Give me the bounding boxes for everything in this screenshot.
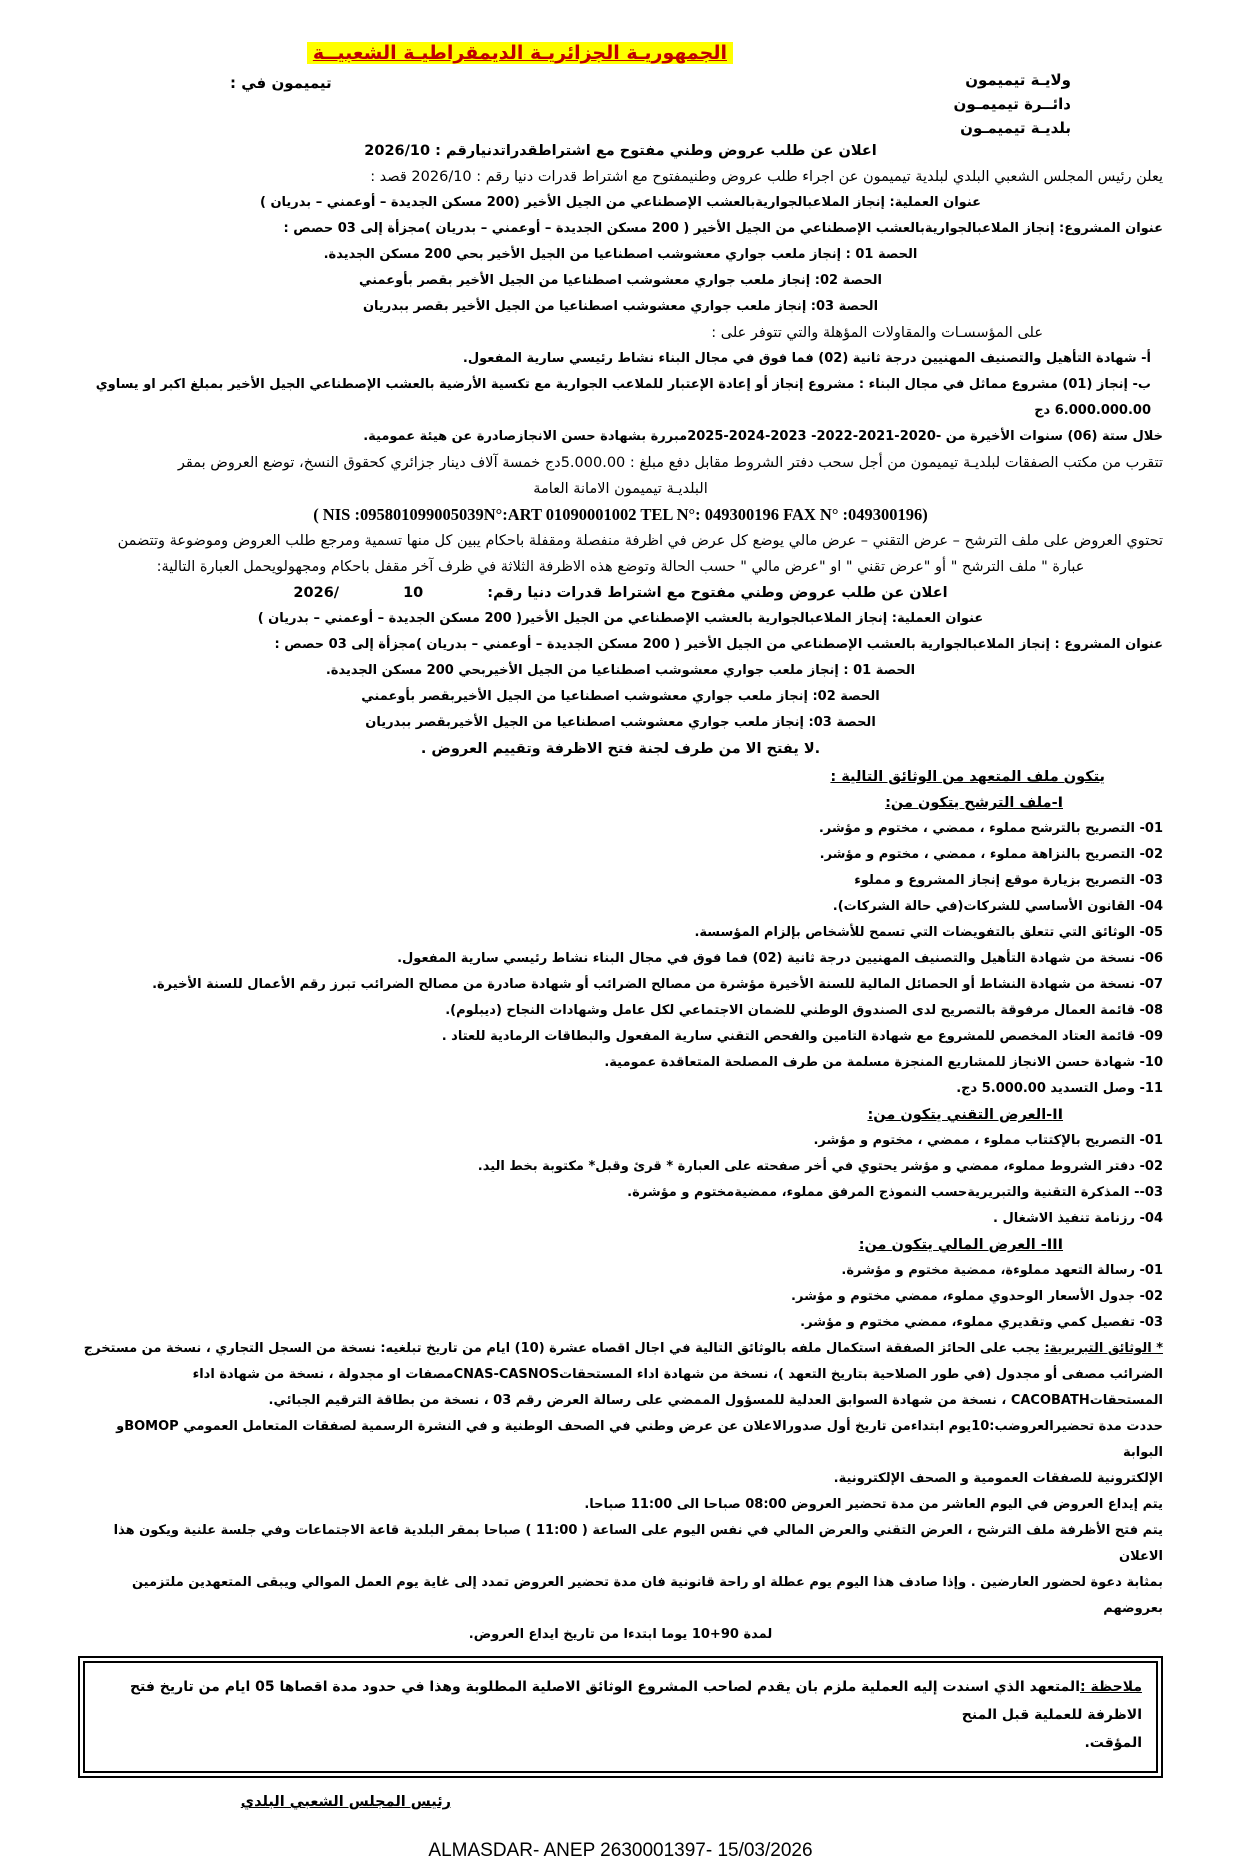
envelope-notice-title: [78, 580, 1163, 606]
list-item: 09- قائمة العتاد المخصص للمشروع مع شهادة التامين والفحص التقني سارية المفعول والبطاقات الرمادية للعتاد .: [441, 1029, 1163, 1044]
authority-block: [954, 68, 1071, 140]
document-header: [78, 36, 1163, 138]
note-line2: المؤقت.: [1084, 1735, 1142, 1751]
justificatif-line3: المستحقاتCACOBATH ، نسخة من شهادة السوابق العدلية للمسؤول الممضي على رسالة العرض رقم 03 ، نسخة من بطاقة الترقيم الجبائي.: [268, 1393, 1163, 1408]
section-3-title: III- العرض المالي يتكون من:: [858, 1237, 1063, 1253]
justificatif-text1: يجب على الحائز الصفقة استكمال ملفه بالوثائق التالية في اجال اقصاه عشرة (10) ايام من تاريخ تبلغيه: نسخة من السجل التجاري ، نسخة من مستخرج: [83, 1341, 1045, 1356]
operation-title: عنوان العملية: إنجاز الملاعبالجواريةبالعشب الإصطناعي من الجيل الأخير (200 مسكن الجديدة – أوعمني – بدريان ): [259, 195, 982, 210]
list-item: 04- رزنامة تنفيذ الاشغال .: [993, 1211, 1163, 1226]
lot-3: الحصة 03: إنجاز ملعب جواري معشوشب اصطناعيا من الجيل الأخير بقصر ببدريان: [362, 299, 879, 314]
place-date-line: تيميمون في :: [230, 74, 332, 92]
note-text: المتعهد الذي اسندت إليه العملية ملزم بان يقدم لصاحب المشروع الوثائق الاصلية المطلوبة وهذا في حدود مدة اقصاها 05 ايام من تاريخ فتح الاظرفة للعملية قبل المنح: [129, 1679, 1142, 1723]
lot-2-repeat: الحصة 02: إنجاز ملعب جواري معشوشب اصطناعيا من الجيل الأخيربقصر بأوعمني: [361, 689, 880, 704]
lot-3-repeat: الحصة 03: إنجاز ملعب جواري معشوشب اصطناعيا من الجيل الأخيربقصر ببدريان: [365, 715, 876, 730]
list-item: 03- تفصيل كمي وتقديري مملوء، ممضي مختوم و مؤشر.: [800, 1315, 1163, 1330]
envelope-line1: تحتوي العروض على ملف الترشح – عرض التقني – عرض مالي يوضع كل عرض في اظرفة منفصلة ومقفلة باحكام يبين كل منها تسمية ومرجع طلب العروض وموضوعة وتتضمن: [117, 533, 1163, 549]
dossier-heading: يتكون ملف المتعهد من الوثائق التالية :: [830, 769, 1105, 785]
project-title: عنوان المشروع: إنجاز الملاعبالجواريةبالعشب الإصطناعي من الجيل الأخير ( 200 مسكن الجديدة – أوعمني – بدريان )مجزأة إلى 03 حصص :: [283, 221, 1163, 236]
preparation-line2: الإلكترونية للصفقات العمومية و الصحف الإلكترونية.: [833, 1471, 1163, 1486]
condition-b-line2: خلال ستة (06) سنوات الأخيرة من -2020-2021-2022- 2023-2024-2025مبررة بشهادة حسن الانجازصادرة عن هيئة عمومية.: [363, 429, 1163, 444]
list-item: 01- رسالة التعهد مملوءة، ممضية مختوم و مؤشرة.: [841, 1263, 1163, 1278]
opening-line1: يتم فتح الأظرفة ملف الترشح ، العرض التقني والعرض المالي في نفس اليوم على الساعة ( 11:00 ) صباحا بمقر البلدية قاعة الاجتماعات وفي جلسة علنية ويكون هذا الاعلان: [113, 1523, 1163, 1564]
section-3-items: [78, 1258, 1163, 1336]
withdraw-line1: تتقرب من مكتب الصفقات لبلديـة تيميمون من أجل سحب دفتر الشروط مقابل دفع مبلغ : 5.000.00دج خمسة آلاف دينار جزائري كحقوق النسخ، توضع العروض بمقر: [177, 455, 1163, 471]
republic-title: الجمهوريـة الجزائريـة الديمقراطيـة الشعبيــة: [307, 42, 733, 64]
lot-2: الحصة 02: إنجاز ملعب جواري معشوشب اصطناعيا من الجيل الأخير بقصر بأوعمني: [359, 273, 882, 288]
envelope-notice-year: 2026: [293, 585, 334, 601]
list-item: 11- وصل التسديد 5.000.00 دج.: [956, 1081, 1163, 1096]
project-title-2: عنوان المشروع : إنجاز الملاعبالجوارية بالعشب الإصطناعي من الجيل الأخير ( 200 مسكن الجديدة – أوعمني – بدريان )مجزأة إلى 03 حصص :: [274, 637, 1163, 652]
list-item: 08- قائمة العمال مرفوقة بالتصريح لدى الصندوق الوطني للضمان الاجتماعي لكل عامل وشهادات النجاح (ديبلوم).: [445, 1003, 1163, 1018]
do-not-open-warning: .لا يفتح الا من طرف لجنة فتح الاظرفة وتقييم العروض .: [420, 741, 821, 757]
justificatif-line2: الضرائب مصفى أو مجدول (في طور الصلاحية بتاريخ التعهد )، نسخة من شهادة اداء المستحقاتCNAS-CASNOSمصفات او مجدولة ، نسخة من شهادة اداء: [192, 1367, 1163, 1382]
list-item: 02- التصريح بالنزاهة مملوء ، ممضي ، مختوم و مؤشر.: [819, 847, 1163, 862]
nis-contact-line: ( NIS :095801099005039N°:ART 01090001002 TEL N°: 049300196 FAX N° :049300196): [313, 505, 928, 524]
note-line1: [99, 1673, 1142, 1729]
list-item: 03-- المذكرة التقنية والتبريريةحسب النموذج المرفق مملوء، ممضيةمختوم و مؤشرة.: [627, 1185, 1163, 1200]
section-1-items: [78, 816, 1163, 1102]
list-item: 04- القانون الأساسي للشركات(في حالة الشركات).: [832, 899, 1163, 914]
list-item: 07- نسخة من شهادة النشاط أو الحصائل المالية للسنة الأخيرة مؤشرة من مصالح الضرائب أو شهادة صادرة من مصالح الضرائب تبرز رقم الأعمال للسنة الأخيرة.: [152, 977, 1163, 992]
condition-b-line1: ب- إنجاز (01) مشروع مماثل في مجال البناء : مشروع إنجاز أو إعادة الإعتبار للملاعب الجوارية مع تكسية الأرضية بالعشب الإصطناعي الجيل الأخير بمبلغ اكبر او يساوي 6.000.000.00 دج: [95, 377, 1151, 418]
justificatif-label: * الوثائق التبريرية:: [1044, 1341, 1163, 1356]
list-item: 01- التصريح بالإكتتاب مملوء ، ممضي ، مختوم و مؤشر.: [813, 1133, 1163, 1148]
anep-footer-line: ALMASDAR- ANEP 2630001397- 15/03/2026: [428, 1840, 813, 1861]
note-label: ملاحظة :: [1080, 1679, 1142, 1695]
notice-intro: يعلن رئيس المجلس الشعبي البلدي لبلدية تيميمون عن اجراء طلب عروض وطنيمفتوح مع اشتراط قدرات دنيا رقم : 2026/10 قصد :: [370, 169, 1163, 185]
wilaya-line: ولايـة تيميمون: [965, 71, 1071, 89]
withdraw-line2: البلديـة تيميمون الامانة العامة: [533, 481, 708, 497]
envelope-notice-number: 10: [403, 585, 424, 601]
preparation-line1: حددت مدة تحضيرالعروضب:10يوم ابتداءمن تاريخ أول صدورالاعلان عن عرض وطني في الصحف الوطنية و في النشرة الرسمية لصفقات المتعامل العمومي BOMOPو البوابة: [116, 1419, 1163, 1460]
opening-line2: بمثابة دعوة لحضور العارضين . وإذا صادف هذا اليوم يوم عطلة او راحة قانونية فان مدة تحضير العروض تمدد إلى غاية يوم العمل الموالي ويبقى المتعهدين ملتزمين بعروضهم: [131, 1575, 1163, 1616]
list-item: 06- نسخة من شهادة التأهيل والتصنيف المهنيين درجة ثانية (02) فما فوق في مجال البناء نشاط رئيسي سارية المفعول.: [397, 951, 1163, 966]
opening-line3: لمدة 90+10 يوما ابتدءا من تاريخ ايداع العروض.: [468, 1627, 773, 1642]
eligibility-line: على المؤسسـات والمقاولات المؤهلة والتي تتوفر على :: [711, 325, 1043, 341]
note-box-inner: [83, 1661, 1158, 1773]
list-item: 05- الوثائق التي تتعلق بالتفويضات التي تسمح للأشخاص بإلزام المؤسسة.: [694, 925, 1163, 940]
list-item: 02- دفتر الشروط مملوء، ممضي و مؤشر يحتوي في أخر صفحته على العبارة * قرئ وقبل* مكتوبة بخط اليد.: [477, 1159, 1163, 1174]
list-item: 10- شهادة حسن الانجاز للمشاريع المنجزة مسلمة من طرف المصلحة المتعاقدة عمومية.: [604, 1055, 1163, 1070]
envelope-notice-slash: /: [333, 585, 340, 601]
justificatif-line1: [78, 1336, 1163, 1362]
operation-title-2: عنوان العملية: إنجاز الملاعبالجوارية بالعشب الإصطناعي من الجيل الأخير( 200 مسكن الجديدة – أوعمني – بدريان ): [257, 611, 984, 626]
note-box: [78, 1656, 1163, 1778]
commune-line: بلديـة تيميمـون: [960, 119, 1071, 137]
list-item: 02- جدول الأسعار الوحدوي مملوء، ممضي مختوم و مؤشر.: [791, 1289, 1163, 1304]
section-2-title: II-العرض التقني يتكون من:: [867, 1107, 1063, 1123]
section-1-title: I-ملف الترشح يتكون من:: [885, 795, 1063, 811]
lot-1: الحصة 01 : إنجاز ملعب جواري معشوشب اصطناعيا من الجيل الأخير بحي 200 مسكن الجديدة.: [323, 247, 918, 262]
deposit-line: يتم إيداع العروض في اليوم العاشر من مدة تحضير العروض 08:00 صباحا الى 11:00 صباحا.: [584, 1497, 1163, 1512]
envelope-line2: عبارة " ملف الترشح " أو "عرض تقني " او "عرض مالي " حسب الحالة وتوضع هذه الاظرفة الثلاثة في ظرف آخر مقفل باحكام ومجهولويحمل العبارة التالية:: [156, 559, 1085, 575]
notice-title: اعلان عن طلب عروض وطني مفتوح مع اشتراطقدراتدنيارقم : 2026/10: [364, 143, 877, 159]
envelope-notice-label: اعلان عن طلب عروض وطني مفتوح مع اشتراط قدرات دنيا رقم:: [487, 585, 948, 601]
list-item: 03- التصريح بزيارة موقع إنجاز المشروع و مملوء: [854, 873, 1163, 888]
condition-a: أ- شهادة التأهيل والتصنيف المهنيين درجة ثانية (02) فما فوق في مجال البناء نشاط رئيسي سارية المفعول.: [462, 351, 1151, 366]
list-item: 01- التصريح بالترشح مملوء ، ممضي ، مختوم و مؤشر.: [818, 821, 1163, 836]
signature-title: رئيس المجلس الشعبي البلدي: [240, 1794, 451, 1810]
daira-line: دائــرة تيميمـون: [953, 95, 1071, 113]
section-2-items: [78, 1128, 1163, 1232]
lot-1-repeat: الحصة 01 : إنجاز ملعب جواري معشوشب اصطناعيا من الجيل الأخيربحي 200 مسكن الجديدة.: [325, 663, 916, 678]
